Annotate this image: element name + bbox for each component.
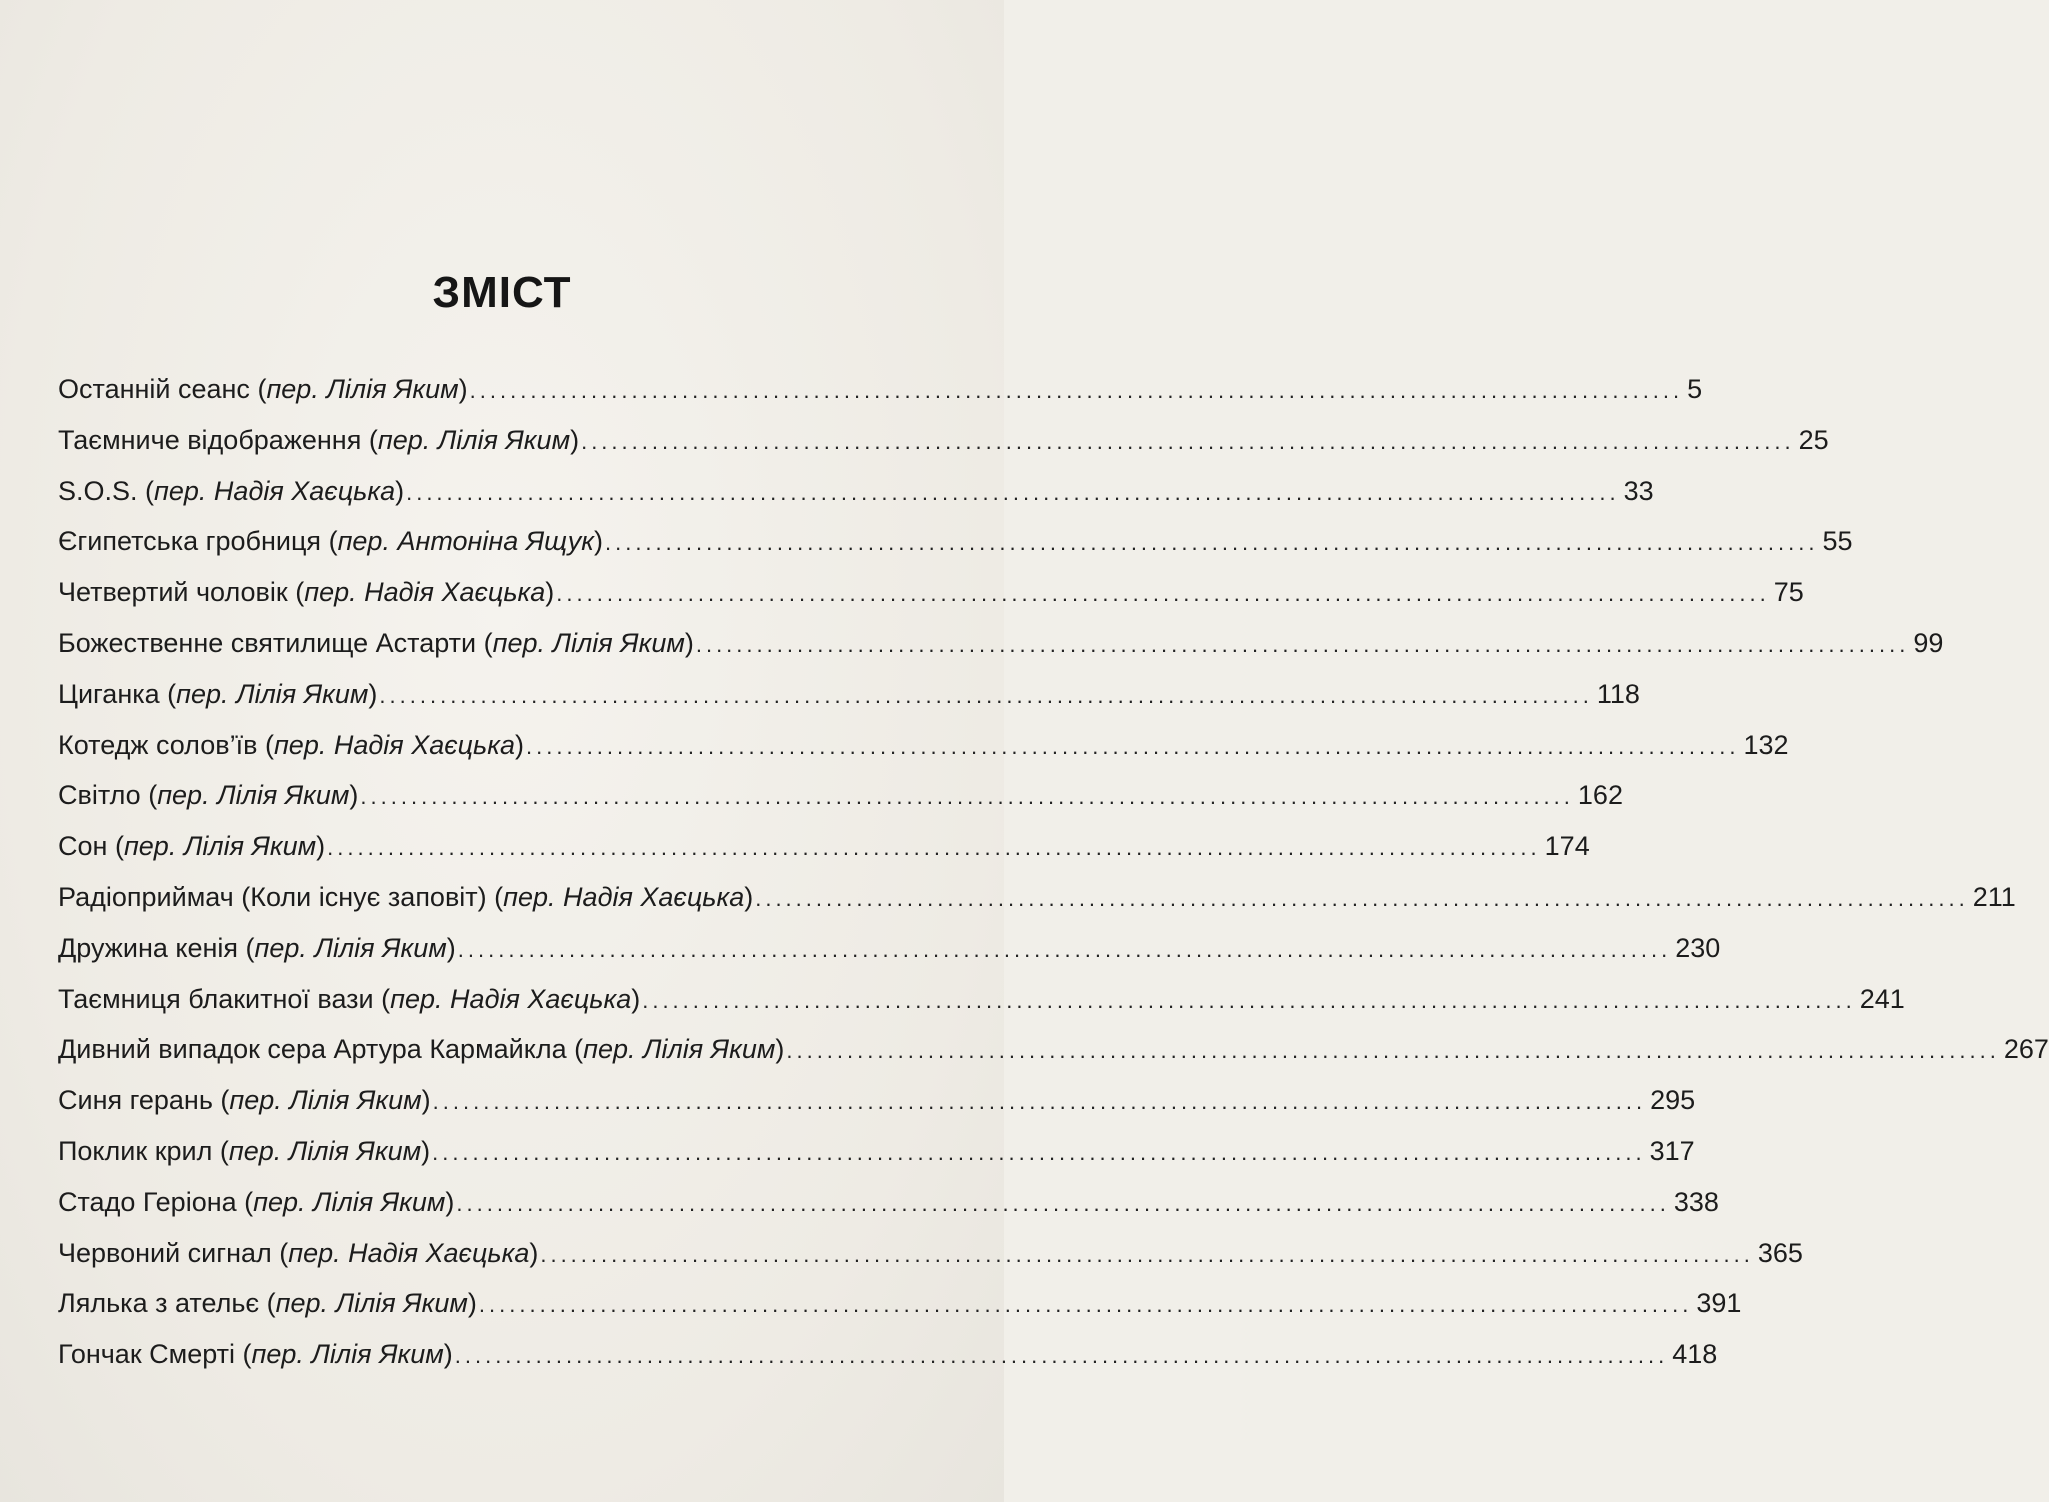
toc-entry: [58, 516, 1853, 567]
dot-leader: ........................................................................................................................: [469, 378, 1684, 403]
close-paren: ): [368, 678, 378, 709]
close-paren: ): [316, 831, 326, 862]
story-title: S.O.S.: [58, 475, 138, 506]
dot-leader: ........................................................................................................................: [327, 835, 1541, 861]
dot-leader: ........................................................................................................................: [755, 885, 1969, 911]
story-title: Таємниче відображення: [58, 424, 362, 455]
toc-entry: [58, 1329, 1718, 1380]
close-paren: ): [395, 475, 405, 506]
toc-entry: [58, 1278, 1742, 1329]
translator-credit: пер. Лілія Яким: [254, 932, 447, 963]
story-title: Гончак Смерті: [58, 1339, 236, 1370]
dot-leader: ........................................................................................................................: [454, 1343, 1669, 1369]
story-title: Дивний випадок сера Артура Кармайкла: [58, 1034, 567, 1065]
dot-leader: ........................................................................................................................: [478, 1292, 1693, 1318]
page-number: 338: [1673, 1186, 1719, 1217]
toc-entry: [58, 364, 1703, 415]
translator-credit: пер. Надія Хаєцька: [503, 881, 745, 912]
page-number: 365: [1757, 1237, 1803, 1268]
translator-credit: пер. Лілія Яким: [253, 1186, 446, 1217]
open-paren: (: [212, 1085, 230, 1116]
dot-leader: ........................................................................................................................: [526, 733, 1740, 759]
translator-credit: пер. Надія Хаєцька: [390, 983, 632, 1014]
close-paren: ): [446, 932, 456, 963]
translator-credit: пер. Лілія Яким: [157, 780, 350, 811]
story-title: Червоний сигнал: [58, 1237, 272, 1268]
story-title: Останній сеанс: [58, 374, 250, 404]
open-paren: (: [476, 627, 493, 658]
story-title: Четвертий чоловік: [58, 577, 288, 608]
translator-credit: пер. Лілія Яким: [229, 1085, 422, 1116]
toc-entry: [58, 1024, 2049, 1075]
page-number: 132: [1743, 729, 1789, 760]
translator-credit: пер. Лілія Яким: [377, 424, 571, 455]
page-number: 391: [1696, 1288, 1742, 1319]
open-paren: (: [259, 1288, 276, 1319]
story-title: Поклик крил: [58, 1135, 213, 1166]
dot-leader: ........................................................................................................................: [406, 479, 1620, 505]
dot-leader: ........................................................................................................................: [695, 631, 1910, 657]
open-paren: (: [486, 881, 504, 912]
page-number: 5: [1687, 374, 1703, 404]
close-paren: ): [631, 983, 641, 1014]
dot-leader: ........................................................................................................................: [604, 530, 1819, 556]
toc-entry: [58, 567, 1804, 618]
close-paren: ): [349, 780, 359, 811]
page-number: 267: [2003, 1034, 2049, 1065]
table-of-contents: [58, 364, 2049, 1380]
story-title: Світло: [58, 780, 141, 811]
open-paren: (: [140, 780, 158, 811]
close-paren: ): [515, 729, 525, 760]
open-paren: (: [238, 932, 255, 963]
translator-credit: пер. Лілія Яким: [275, 1288, 468, 1319]
dot-leader: ........................................................................................................................: [432, 1089, 1647, 1115]
toc-entry: [58, 415, 1829, 466]
page-number: 211: [1972, 881, 2016, 912]
open-paren: (: [271, 1237, 289, 1268]
translator-credit: пер. Лілія Яким: [492, 627, 685, 658]
open-paren: (: [159, 678, 177, 709]
close-paren: ): [545, 577, 555, 608]
close-paren: ): [467, 1288, 477, 1319]
toc-entry: [58, 974, 1905, 1025]
translator-credit: пер. Лілія Яким: [123, 831, 317, 862]
close-paren: ): [684, 627, 694, 658]
close-paren: ): [570, 424, 580, 455]
page-number: 317: [1649, 1135, 1695, 1166]
close-paren: ): [421, 1135, 431, 1166]
translator-credit: пер. Надія Хаєцька: [288, 1237, 530, 1268]
dot-leader: ........................................................................................................................: [540, 1241, 1754, 1267]
dot-leader: ........................................................................................................................: [379, 682, 1593, 708]
translator-credit: пер. Лілія Яким: [176, 678, 369, 709]
toc-entry: [58, 618, 1944, 669]
toc-entry: [58, 770, 1623, 821]
open-paren: (: [566, 1034, 584, 1065]
story-title: Стадо Геріона: [58, 1186, 237, 1217]
page-number: 99: [1913, 627, 1944, 658]
toc-entry: [58, 923, 1721, 974]
page-number: 75: [1773, 577, 1804, 608]
page-number: 162: [1577, 780, 1623, 811]
open-paren: (: [212, 1135, 229, 1166]
close-paren: ): [744, 881, 754, 912]
translator-credit: пер. Лілія Яким: [583, 1034, 776, 1065]
story-title: Синя герань: [58, 1085, 213, 1116]
close-paren: ): [443, 1339, 453, 1370]
open-paren: (: [137, 475, 155, 506]
translator-credit: пер. Надія Хаєцька: [154, 475, 396, 506]
dot-leader: ........................................................................................................................: [556, 581, 1770, 607]
open-paren: (: [321, 526, 338, 557]
open-paren: (: [257, 729, 274, 760]
translator-credit: пер. Надія Хаєцька: [273, 729, 516, 760]
story-title: Циганка: [58, 678, 160, 709]
page-number: 418: [1672, 1339, 1718, 1370]
toc-entry: [58, 720, 1789, 771]
close-paren: ): [529, 1237, 539, 1268]
story-title: Єгипетська гробниця: [58, 526, 322, 557]
dot-leader: ........................................................................................................................: [456, 1190, 1670, 1216]
story-title: Дружина кенія: [58, 932, 239, 963]
story-title: Сон: [58, 831, 108, 862]
toc-entry: [58, 872, 2016, 923]
open-paren: (: [107, 831, 124, 862]
toc-entry: [58, 466, 1654, 517]
page-number: 174: [1544, 831, 1590, 862]
open-paren: (: [373, 983, 391, 1014]
translator-credit: пер. Лілія Яким: [266, 374, 459, 404]
open-paren: (: [361, 424, 378, 455]
translator-credit: пер. Лілія Яким: [228, 1135, 422, 1166]
dot-leader: ........................................................................................................................: [581, 428, 1795, 454]
story-title: Котедж солов’їв: [58, 729, 258, 760]
dot-leader: ........................................................................................................................: [786, 1038, 2000, 1064]
toc-entry: [58, 1075, 1696, 1126]
toc-entry: [58, 1177, 1719, 1228]
story-title: Таємниця блакитної вази: [58, 983, 374, 1014]
story-title: Божественне святилище Астарти: [58, 627, 477, 658]
dot-leader: ........................................................................................................................: [642, 987, 1856, 1013]
story-title: Лялька з ательє: [58, 1288, 260, 1319]
page-number: 230: [1675, 932, 1721, 963]
toc-entry: [58, 1126, 1695, 1177]
page-number: 55: [1822, 526, 1853, 557]
dot-leader: ........................................................................................................................: [457, 936, 1672, 962]
translator-credit: пер. Антоніна Ящук: [337, 526, 594, 557]
open-paren: (: [287, 577, 305, 608]
open-paren: (: [249, 374, 267, 404]
translator-credit: пер. Лілія Яким: [251, 1339, 444, 1370]
close-paren: ): [775, 1034, 785, 1065]
dot-leader: ........................................................................................................................: [360, 784, 1574, 810]
page-number: 295: [1650, 1085, 1696, 1116]
translator-credit: пер. Надія Хаєцька: [304, 577, 546, 608]
dot-leader: ........................................................................................................................: [432, 1139, 1646, 1165]
close-paren: ): [593, 526, 603, 557]
open-paren: (: [235, 1339, 252, 1370]
toc-entry: [58, 1228, 1803, 1279]
story-title: Радіоприймач (Коли існує заповіт): [58, 881, 487, 912]
page-number: 25: [1798, 424, 1829, 455]
open-paren: (: [236, 1186, 254, 1217]
page-number: 118: [1596, 678, 1640, 709]
page-number: 241: [1859, 983, 1905, 1014]
close-paren: ): [445, 1186, 455, 1217]
toc-entry: [58, 821, 1590, 872]
page-title: ЗМІСТ: [432, 268, 572, 317]
close-paren: ): [421, 1085, 431, 1116]
toc-entry: [58, 669, 1640, 720]
page-number: 33: [1623, 475, 1654, 506]
close-paren: ): [458, 374, 468, 404]
